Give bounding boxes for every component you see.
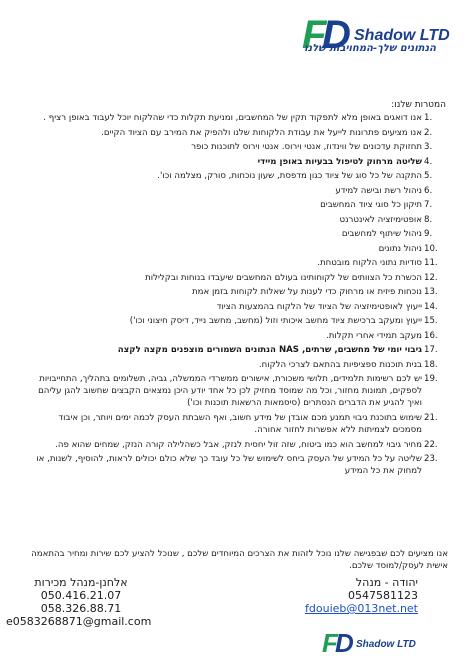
item-text: ניהול רשת ובישה למידע — [335, 185, 422, 196]
item-number: 5. — [424, 171, 433, 181]
item-number: 4. — [424, 156, 433, 167]
footer-logo-letter-f: F — [322, 628, 338, 657]
item-number: 15. — [424, 316, 438, 326]
sales-phone-2: 058.326.88.71 — [40, 602, 122, 615]
item-text: אופטימיזציה לאינטרנט — [339, 214, 422, 225]
item-text: מחיר גיבוי למחשב הוא כמו ביטוח, שזה זול יחסית לנזק, אבל כשהלילה קורה הנזק, שמחים שהוא פה. — [55, 439, 422, 450]
item-number: 17. — [424, 345, 438, 355]
item-number: 21. — [424, 412, 438, 423]
item-text: ייעוץ לאופטימיזציה של הציוד של הלקוח בהמצעות הציוד — [216, 301, 422, 312]
logo-letter-d: D — [322, 13, 351, 57]
item-number: 7. — [424, 200, 433, 210]
item-text: מעקב תמידי אחרי תקלות. — [326, 330, 422, 341]
item-text: התקנה של כל סוג של ציוד כגון מדפסת, שעון נוכחות, סורק, מצלמה וכו'. — [157, 171, 422, 181]
list-item — [26, 286, 456, 298]
item-number: 19. — [424, 374, 438, 384]
company-name: Shadow LTD — [354, 27, 450, 44]
item-number: 23. — [424, 454, 438, 465]
manager-email-link[interactable]: fdouieb@013net.net — [305, 602, 418, 615]
item-number: 1. — [424, 113, 433, 123]
item-number: 11. — [424, 258, 438, 268]
list-item — [26, 243, 456, 255]
list-item — [26, 141, 456, 153]
logo-letter-f: F — [302, 13, 327, 57]
item-number: 6. — [424, 185, 433, 196]
list-item — [26, 359, 456, 371]
list-item — [26, 170, 456, 182]
list-item — [26, 272, 456, 284]
list-item — [26, 185, 456, 197]
sales-email: e0583268871@gmail.com — [6, 615, 152, 628]
item-text: גיבוי יומי של מחשבים, שרתים, NAS הנתונים השמורים מוצפנים מקצה לקצה — [117, 345, 422, 355]
list-item — [26, 344, 456, 356]
signature-sales — [6, 576, 156, 628]
list-item — [26, 127, 456, 139]
item-number: 12. — [424, 272, 438, 283]
list-item — [26, 315, 456, 327]
item-text: נוכחות פיזית או מרחוק כדי לענות על שאלות לקוחות בזמן אמת — [191, 287, 422, 297]
list-item — [26, 453, 456, 477]
item-text: ניהול שיתוף למחשבים — [341, 229, 422, 239]
item-text: תיקון כל סוגי ציוד המחשבים — [320, 200, 422, 210]
list-item — [26, 301, 456, 313]
item-text: ניהול נתונים — [378, 243, 422, 254]
list-item — [26, 156, 456, 168]
sales-phone-1: 050.416.21.07 — [40, 589, 122, 602]
list-item — [26, 112, 456, 124]
item-text: אנו מציעים פתרונות לייעל את עבודת הלקוחות שלנו ולהפיק את המירב עם הציוד הקיים. — [101, 127, 422, 138]
item-text: שליטה על כל המידע של העסק ביחס לשימוש של כל עובד כך שלא כולם יכולים לראות, להוסיף, לשנות, או למחוק את כל המידע — [36, 454, 422, 477]
footer-logo-letter-d: D — [335, 628, 354, 657]
item-number: 14. — [424, 301, 438, 312]
list-item — [26, 373, 456, 410]
item-text: אנו דואגים באופן מלא לתפקוד תקין של המחשבים, ומניעת תקלות כדי שהלקוח יוכל לעבוד באופן רציף . — [43, 113, 422, 123]
footer-logo — [322, 627, 432, 657]
manager-name: יהודה - מנהל — [355, 576, 418, 589]
closing-paragraph: אנו מציעים לכם שבפגישה שלנו נוכל לזהות את הצרכים המיוחדים שלכם , שנוכל להציע לכם שירות ומחיר בהתאמה אישית לעסק/למוסד שלכם. — [31, 549, 448, 571]
item-number: 18. — [424, 359, 438, 370]
item-text: יש לכם רשימות תלמידים, תלושי משכורת, אישורים ממשרדי הממשלה, גביה, תשלומים בתהליך, התחייבויות לספקים, תמונות מחזור, וכל מה שמוסד מחזיק לכן כל אחד יודע היכן נמצאים הקבצים שחשוב להגן עליהם ואיך להגיע את הדברים הנסתרים (סיסמאות הרשאות תוכנות וכו') — [38, 374, 422, 409]
list-item — [26, 330, 456, 342]
footer-company-name: Shadow LTD — [356, 639, 416, 650]
goals-list — [26, 112, 456, 480]
item-text: תחזוקת עדכונים של ווינדוז, אנטי וירוס. אנטי וירוס לתוכנות כופר — [191, 142, 422, 152]
company-slogan: הנתונים שלך-המחויבות שלנו — [304, 43, 436, 54]
item-number: 22. — [424, 439, 438, 450]
item-text: ייעוץ ומעקב ברכישת ציוד מחשב איכותי וזול (מחשב, מחשב נייד, דיסק חיצוני וכו') — [129, 316, 422, 326]
item-number: 9. — [424, 229, 433, 239]
item-number: 16. — [424, 330, 438, 341]
manager-phone: 0547581123 — [348, 589, 418, 602]
item-text: סודיות נתוני הלקוח מובטחת. — [317, 258, 422, 268]
item-text: שימוש בתוכנת גיבוי תמנע מכם אובדן של מידע חשוב, ואף השבתת העסק לכמה ימים ויותר, וכן איבוד מסמכים לצמיתות ללא אפשרות לחזור אחורה. — [58, 412, 422, 436]
signature-manager — [305, 576, 418, 615]
section-heading: המטרות שלנו: — [391, 100, 446, 110]
sales-name: אלחנן-מנהל מכירות — [34, 576, 128, 589]
item-number: 13. — [424, 287, 438, 297]
item-text: הכשרת כל הצוותים של לקוחותינו בעולם המחשבים שיעבדו בנוחות ובקלילות — [145, 272, 422, 283]
item-number: 8. — [424, 214, 433, 225]
item-text: שליטה מרחוק לטיפול בבעיות באופן מיידי — [257, 156, 422, 167]
list-item — [26, 228, 456, 240]
item-number: 3. — [424, 142, 433, 152]
item-number: 2. — [424, 127, 433, 138]
list-item — [26, 439, 456, 451]
item-text: בנית תוכנות ספציפיות בהתאם לצרכי הלקוח. — [258, 359, 422, 370]
list-item — [26, 257, 456, 269]
list-item — [26, 412, 456, 436]
list-item — [26, 214, 456, 226]
item-number: 10. — [424, 243, 438, 254]
list-item — [26, 199, 456, 211]
